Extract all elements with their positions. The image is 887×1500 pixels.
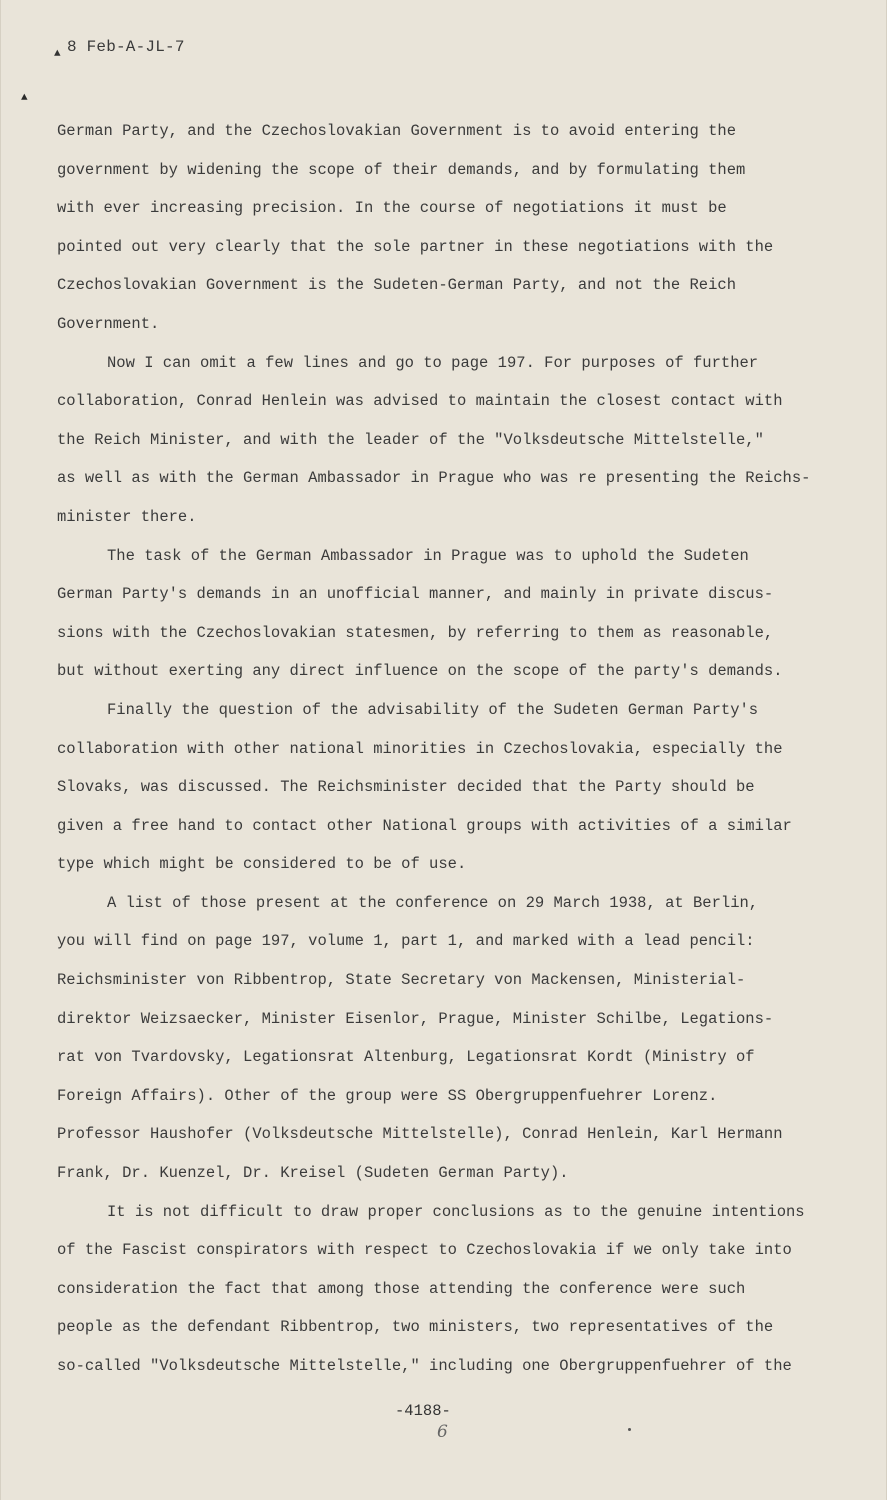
text-line: Slovaks, was discussed. The Reichsminister decided that the Party should be	[57, 778, 755, 797]
text-line: with ever increasing precision. In the course of negotiations it must be	[57, 199, 727, 218]
text-line: rat von Tvardovsky, Legationsrat Altenburg, Legationsrat Kordt (Ministry of	[57, 1048, 755, 1067]
text-line: Finally the question of the advisability of the Sudeten German Party's	[107, 700, 759, 719]
text-line: collaboration, Conrad Henlein was advised to maintain the closest contact with	[57, 392, 783, 411]
text-line: Now I can omit a few lines and go to page 197. For purposes of further	[107, 353, 759, 372]
text-line: type which might be considered to be of use.	[57, 855, 467, 874]
text-line: Reichsminister von Ribbentrop, State Secretary von Mackensen, Ministerial-	[57, 971, 746, 990]
text-line: the Reich Minister, and with the leader of the "Volksdeutsche Mittelstelle,"	[57, 430, 764, 449]
text-line: but without exerting any direct influence on the scope of the party's demands.	[57, 662, 783, 681]
text-line: German Party's demands in an unofficial manner, and mainly in private discus-	[57, 585, 774, 604]
text-line: as well as with the German Ambassador in Prague who was re presenting the Reichs-	[57, 469, 811, 488]
text-line: minister there.	[57, 507, 197, 526]
text-line: consideration the fact that among those attending the conference were such	[57, 1279, 746, 1298]
document-body	[57, 112, 832, 1386]
text-line: so-called "Volksdeutsche Mittelstelle," including one Obergruppenfuehrer of the	[57, 1357, 792, 1375]
text-line: pointed out very clearly that the sole partner in these negotiations with the	[57, 237, 774, 256]
document-reference: 8 Feb-A-JL-7	[67, 38, 185, 56]
text-line: collaboration with other national minorities in Czechoslovakia, especially the	[57, 739, 783, 758]
text-line: direktor Weizsaecker, Minister Eisenlor, Prague, Minister Schilbe, Legations-	[57, 1009, 774, 1028]
text-line: Czechoslovakian Government is the Sudeten-German Party, and not the Reich	[57, 276, 737, 295]
text-line: A list of those present at the conference on 29 March 1938, at Berlin,	[107, 893, 759, 912]
text-line: people as the defendant Ribbentrop, two ministers, two representatives of the	[57, 1318, 774, 1337]
text-line: Foreign Affairs). Other of the group were SS Obergruppenfuehrer Lorenz.	[57, 1086, 718, 1105]
margin-arrow-icon: ▲	[21, 92, 28, 104]
handwritten-page-number: 6	[437, 1422, 448, 1442]
text-line: Frank, Dr. Kuenzel, Dr. Kreisel (Sudeten German Party).	[57, 1164, 569, 1183]
ink-dot	[628, 1428, 631, 1431]
text-line: of the Fascist conspirators with respect to Czechoslovakia if we only take into	[57, 1241, 792, 1260]
text-line: government by widening the scope of their demands, and by formulating them	[57, 160, 746, 179]
text-line: German Party, and the Czechoslovakian Government is to avoid entering the	[57, 122, 737, 140]
page-number: -4188-	[395, 1402, 451, 1420]
text-line: The task of the German Ambassador in Prague was to uphold the Sudeten	[107, 546, 749, 565]
text-line: you will find on page 197, volume 1, part 1, and marked with a lead pencil:	[57, 932, 755, 951]
text-line: It is not difficult to draw proper conclusions as to the genuine intentions	[107, 1202, 805, 1221]
text-line: sions with the Czechoslovakian statesmen, by referring to them as reasonable,	[57, 623, 774, 642]
text-line: given a free hand to contact other National groups with activities of a similar	[57, 816, 792, 835]
text-line: Professor Haushofer (Volksdeutsche Mittelstelle), Conrad Henlein, Karl Hermann	[57, 1125, 783, 1144]
text-line: Government.	[57, 314, 160, 333]
arrow-mark-icon: ▲	[54, 48, 61, 60]
